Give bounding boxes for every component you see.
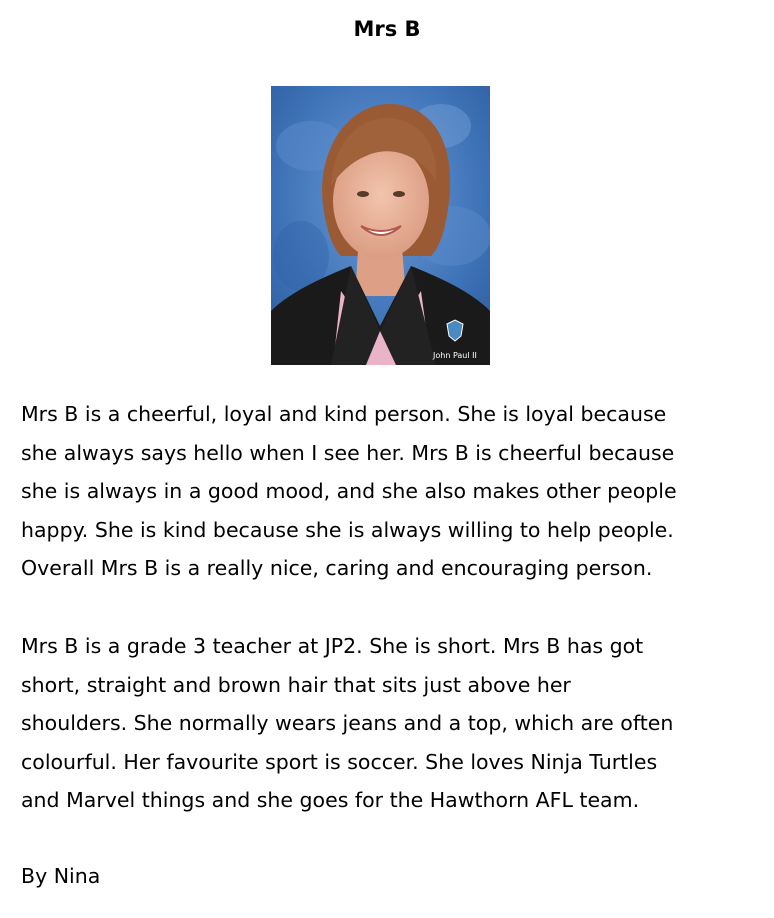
paragraph-line: Mrs B is a cheerful, loyal and kind person. She is loyal because <box>21 402 667 426</box>
paragraph-line: short, straight and brown hair that sits just above her <box>21 672 571 697</box>
paragraph-line: shoulders. She normally wears jeans and a top, which are often <box>21 711 674 735</box>
badge-text: John Paul II <box>433 351 477 360</box>
paragraph-line: Overall Mrs B is a really nice, caring and encouraging person. <box>21 556 653 580</box>
paragraph-line: colourful. Her favourite sport is soccer. She loves Ninja Turtles <box>21 749 658 774</box>
paragraph-line: happy. She is kind because she is always willing to help people. <box>21 517 674 542</box>
portrait-photo <box>271 86 490 365</box>
portrait-illustration <box>271 86 490 365</box>
paragraph-1 <box>21 395 761 588</box>
page-title: Mrs B <box>353 17 421 41</box>
byline: By Nina <box>21 864 101 888</box>
paragraph-line: Mrs B is a grade 3 teacher at JP2. She is short. Mrs B has got <box>21 634 644 658</box>
paragraph-line: she always says hello when I see her. Mrs B is cheerful because <box>21 440 675 465</box>
paragraph-line: and Marvel things and she goes for the Hawthorn AFL team. <box>21 788 640 812</box>
paragraph-2 <box>21 627 761 820</box>
paragraph-line: she is always in a good mood, and she also makes other people <box>21 479 677 503</box>
